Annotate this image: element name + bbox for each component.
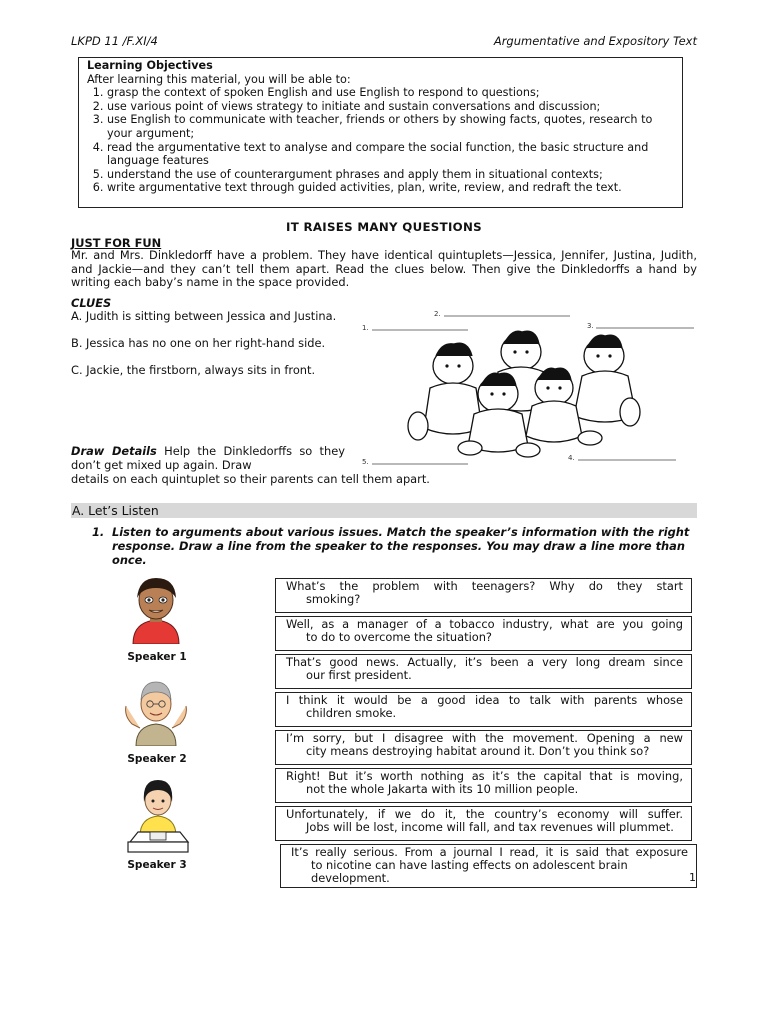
clues-heading: CLUES	[71, 296, 112, 310]
draw-details-text	[71, 445, 345, 472]
baby-label-3: 3.	[587, 322, 594, 330]
objective-item: 3. use English to communicate with teacher, friends or others by showing facts, quotes, research to your argument;	[107, 113, 674, 140]
just-for-fun-heading: JUST FOR FUN	[71, 236, 162, 250]
response-box-2[interactable]	[275, 616, 692, 651]
objectives-title: Learning Objectives	[87, 59, 213, 72]
response-box-1[interactable]	[275, 578, 692, 613]
response-line-1: I think it would be a good idea to talk with parents whose	[286, 693, 683, 707]
speaker-1-avatar	[127, 578, 185, 644]
listening-instruction	[92, 525, 697, 567]
page-title: IT RAISES MANY QUESTIONS	[286, 220, 482, 234]
quintuplets-illustration	[358, 308, 698, 468]
response-box-4[interactable]	[275, 692, 692, 727]
response-box-3[interactable]	[275, 654, 692, 689]
babies-drawing	[408, 331, 640, 457]
response-line-1: Right! But it’s worth nothing as it’s the capital that is moving,	[286, 769, 683, 783]
clue-a: A. Judith is sitting between Jessica and Justina.	[71, 309, 337, 323]
page-number: 1	[689, 871, 696, 884]
draw-details-body: Help the Dinkledorffs so they don’t get mixed up again. Draw	[71, 444, 345, 472]
response-line-2: to do to overcome the situation?	[306, 630, 492, 645]
section-a-heading: A. Let’s Listen	[71, 503, 697, 518]
header-left: LKPD 11 /F.XI/4	[71, 34, 158, 48]
response-box-7[interactable]	[275, 806, 692, 841]
baby-label-5: 5.	[362, 458, 369, 466]
objectives-list	[87, 86, 674, 195]
response-line-1: Unfortunately, if we do it, the country’s economy will suffer.	[286, 807, 683, 821]
response-line-2: not the whole Jakarta with its 10 million people.	[306, 782, 579, 797]
instruction-text: Listen to arguments about various issues. Match the speaker’s information with the right response. Draw a line from the speaker to the responses. You may draw a line more than once.	[112, 525, 690, 567]
clue-b: B. Jessica has no one on her right-hand side.	[71, 336, 326, 350]
response-line-1: It’s really serious. From a journal I read, it is said that exposure	[291, 845, 688, 859]
objective-item: 6. write argumentative text through guided activities, plan, write, review, and redraft the text.	[107, 181, 674, 195]
response-line-2: to nicotine can have lasting effects on adolescent brain development.	[311, 858, 628, 886]
response-box-6[interactable]	[275, 768, 692, 803]
instruction-number: 1.	[92, 525, 105, 539]
speaker-3-label: Speaker 3	[127, 859, 187, 871]
response-line-2: smoking?	[306, 592, 361, 607]
response-line-2: our first president.	[306, 668, 412, 683]
response-line-1: Well, as a manager of a tobacco industry, what are you going	[286, 617, 683, 631]
learning-objectives-box	[78, 57, 683, 208]
objectives-intro: After learning this material, you will be able to:	[87, 72, 351, 86]
objective-item: 5. understand the use of counterargument phrases and apply them in situational contexts;	[107, 168, 674, 182]
header-right: Argumentative and Expository Text	[493, 34, 697, 48]
response-line-1: I’m sorry, but I disagree with the movement. Opening a new	[286, 731, 683, 745]
objective-item: 2. use various point of views strategy to initiate and sustain conversations and discussion;	[107, 100, 674, 114]
speaker-2-avatar	[124, 680, 188, 746]
response-box-8[interactable]	[280, 844, 697, 888]
clue-c: C. Jackie, the firstborn, always sits in front.	[71, 363, 316, 377]
response-line-2: children smoke.	[306, 706, 397, 721]
baby-label-1: 1.	[362, 324, 369, 332]
draw-details-label: Draw Details	[71, 444, 157, 458]
response-line-2: Jobs will be lost, income will fall, and tax revenues will plummet.	[306, 820, 674, 835]
speaker-2-label: Speaker 2	[127, 753, 187, 765]
speaker-3-avatar	[120, 780, 196, 856]
response-line-1: What’s the problem with teenagers? Why do they start	[286, 579, 683, 593]
draw-details-tail: details on each quintuplet so their parents can tell them apart.	[71, 472, 430, 486]
objective-item: 1. grasp the context of spoken English and use English to respond to questions;	[107, 86, 674, 100]
objective-item: 4. read the argumentative text to analyse and compare the social function, the basic structure and language features	[107, 141, 674, 168]
speaker-1-label: Speaker 1	[127, 651, 187, 663]
baby-label-4: 4.	[568, 454, 575, 462]
just-for-fun-text: Mr. and Mrs. Dinkledorff have a problem. They have identical quintuplets—Jessica, Jennifer, Justina, Judith, and Jackie—and they can’t tell them apart. Read the clues below. Then give the Dinkledorffs a hand by writing each baby’s name in the space provided.	[71, 248, 697, 290]
response-line-1: That’s good news. Actually, it’s been a very long dream since	[286, 655, 683, 669]
baby-label-2: 2.	[434, 310, 441, 318]
response-line-2: city means destroying habitat around it. Don’t you think so?	[306, 744, 650, 759]
response-box-5[interactable]	[275, 730, 692, 765]
